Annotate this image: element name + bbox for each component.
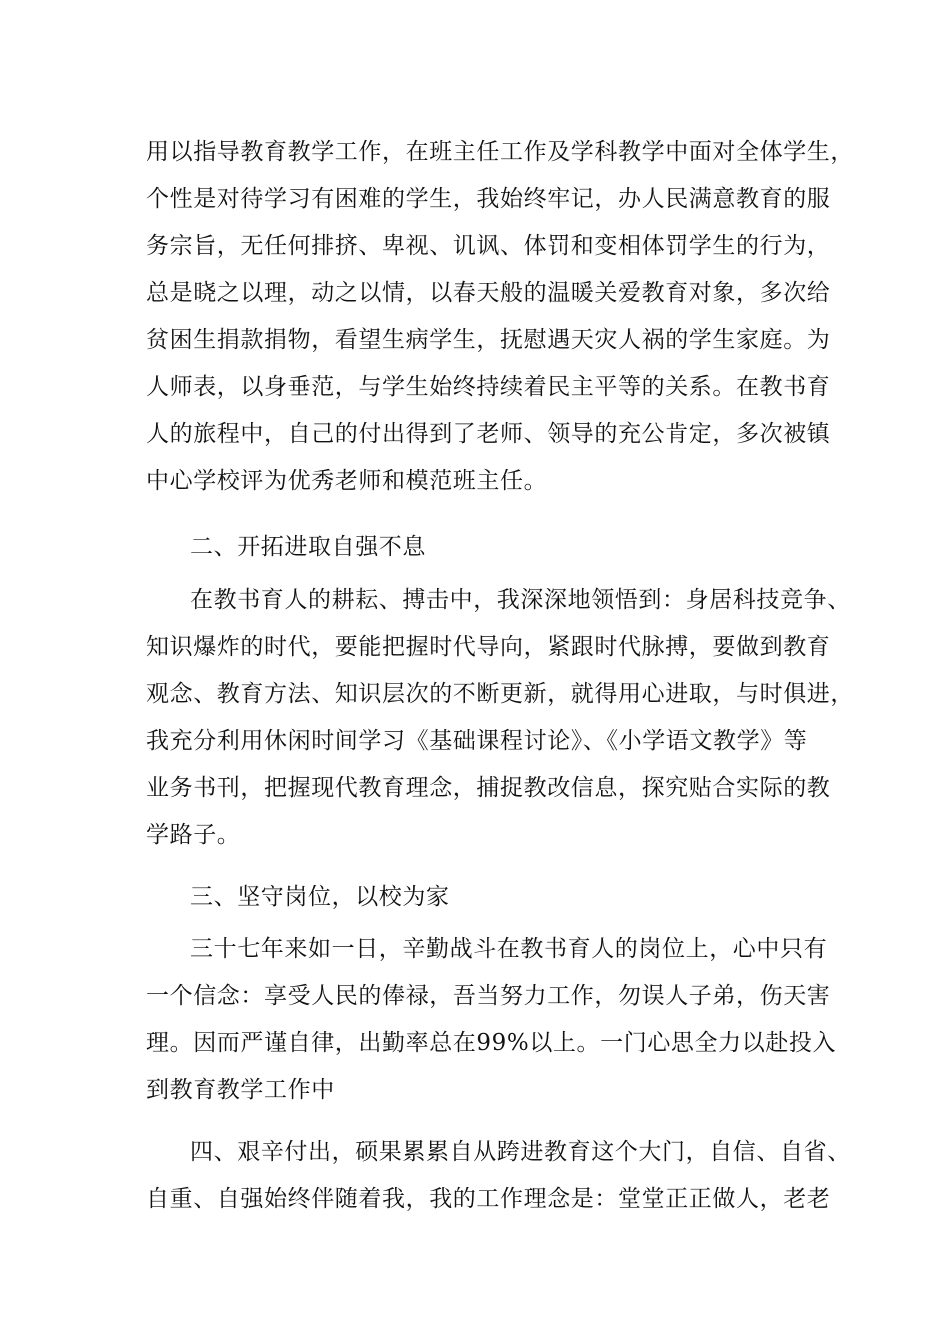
text-line: 中心学校评为优秀老师和模范班主任。 [146,468,548,494]
text-line: 理。因而严谨自律，出勤率总在99%以上。一门心思全力以赴投入 [146,1030,837,1056]
text-line: 三十七年来如一日，辛勤战斗在教书育人的岗位上，心中只有 [190,936,828,962]
text-line: 四、艰辛付出，硕果累累自从跨进教育这个大门，自信、自省、 [190,1139,851,1165]
section-heading: 三、坚守岗位，以校为家 [190,884,450,910]
section-heading: 二、开拓进取自强不息 [190,534,426,560]
text-line: 贫困生捐款捐物，看望生病学生，抚慰遇天灾人祸的学生家庭。为 [146,327,831,353]
text-line: 学路子。 [146,822,241,848]
text-line: 观念、教育方法、知识层次的不断更新，就得用心进取，与时俱进， [146,681,854,707]
text-line: 我充分利用休闲时间学习《基础课程讨论》、《小学语文教学》等 [146,728,808,754]
text-line: 到教育教学工作中 [146,1077,335,1103]
text-line: 业务书刊，把握现代教育理念，捕捉教改信息，探究贴合实际的教 [146,775,831,801]
text-line: 知识爆炸的时代，要能把握时代导向，紧跟时代脉搏，要做到教育 [146,634,831,660]
text-line: 自重、自强始终伴随着我，我的工作理念是：堂堂正正做人，老老 [146,1186,831,1212]
text-line: 人的旅程中，自己的付出得到了老师、领导的充公肯定，多次被镇 [146,421,831,447]
text-line: 人师表，以身垂范，与学生始终持续着民主平等的关系。在教书育 [146,374,831,400]
text-line: 一个信念：享受人民的俸禄，吾当努力工作，勿误人子弟，伤天害 [146,983,831,1009]
text-line: 在教书育人的耕耘、搏击中，我深深地领悟到：身居科技竞争、 [190,587,851,613]
text-line: 务宗旨，无任何排挤、卑视、讥讽、体罚和变相体罚学生的行为， [146,233,831,259]
text-line: 个性是对待学习有困难的学生，我始终牢记，办人民满意教育的服 [146,186,831,212]
text-line: 用以指导教育教学工作，在班主任工作及学科教学中面对全体学生， [146,139,854,165]
text-line: 总是晓之以理，动之以情，以春天般的温暖关爱教育对象，多次给 [146,280,831,306]
